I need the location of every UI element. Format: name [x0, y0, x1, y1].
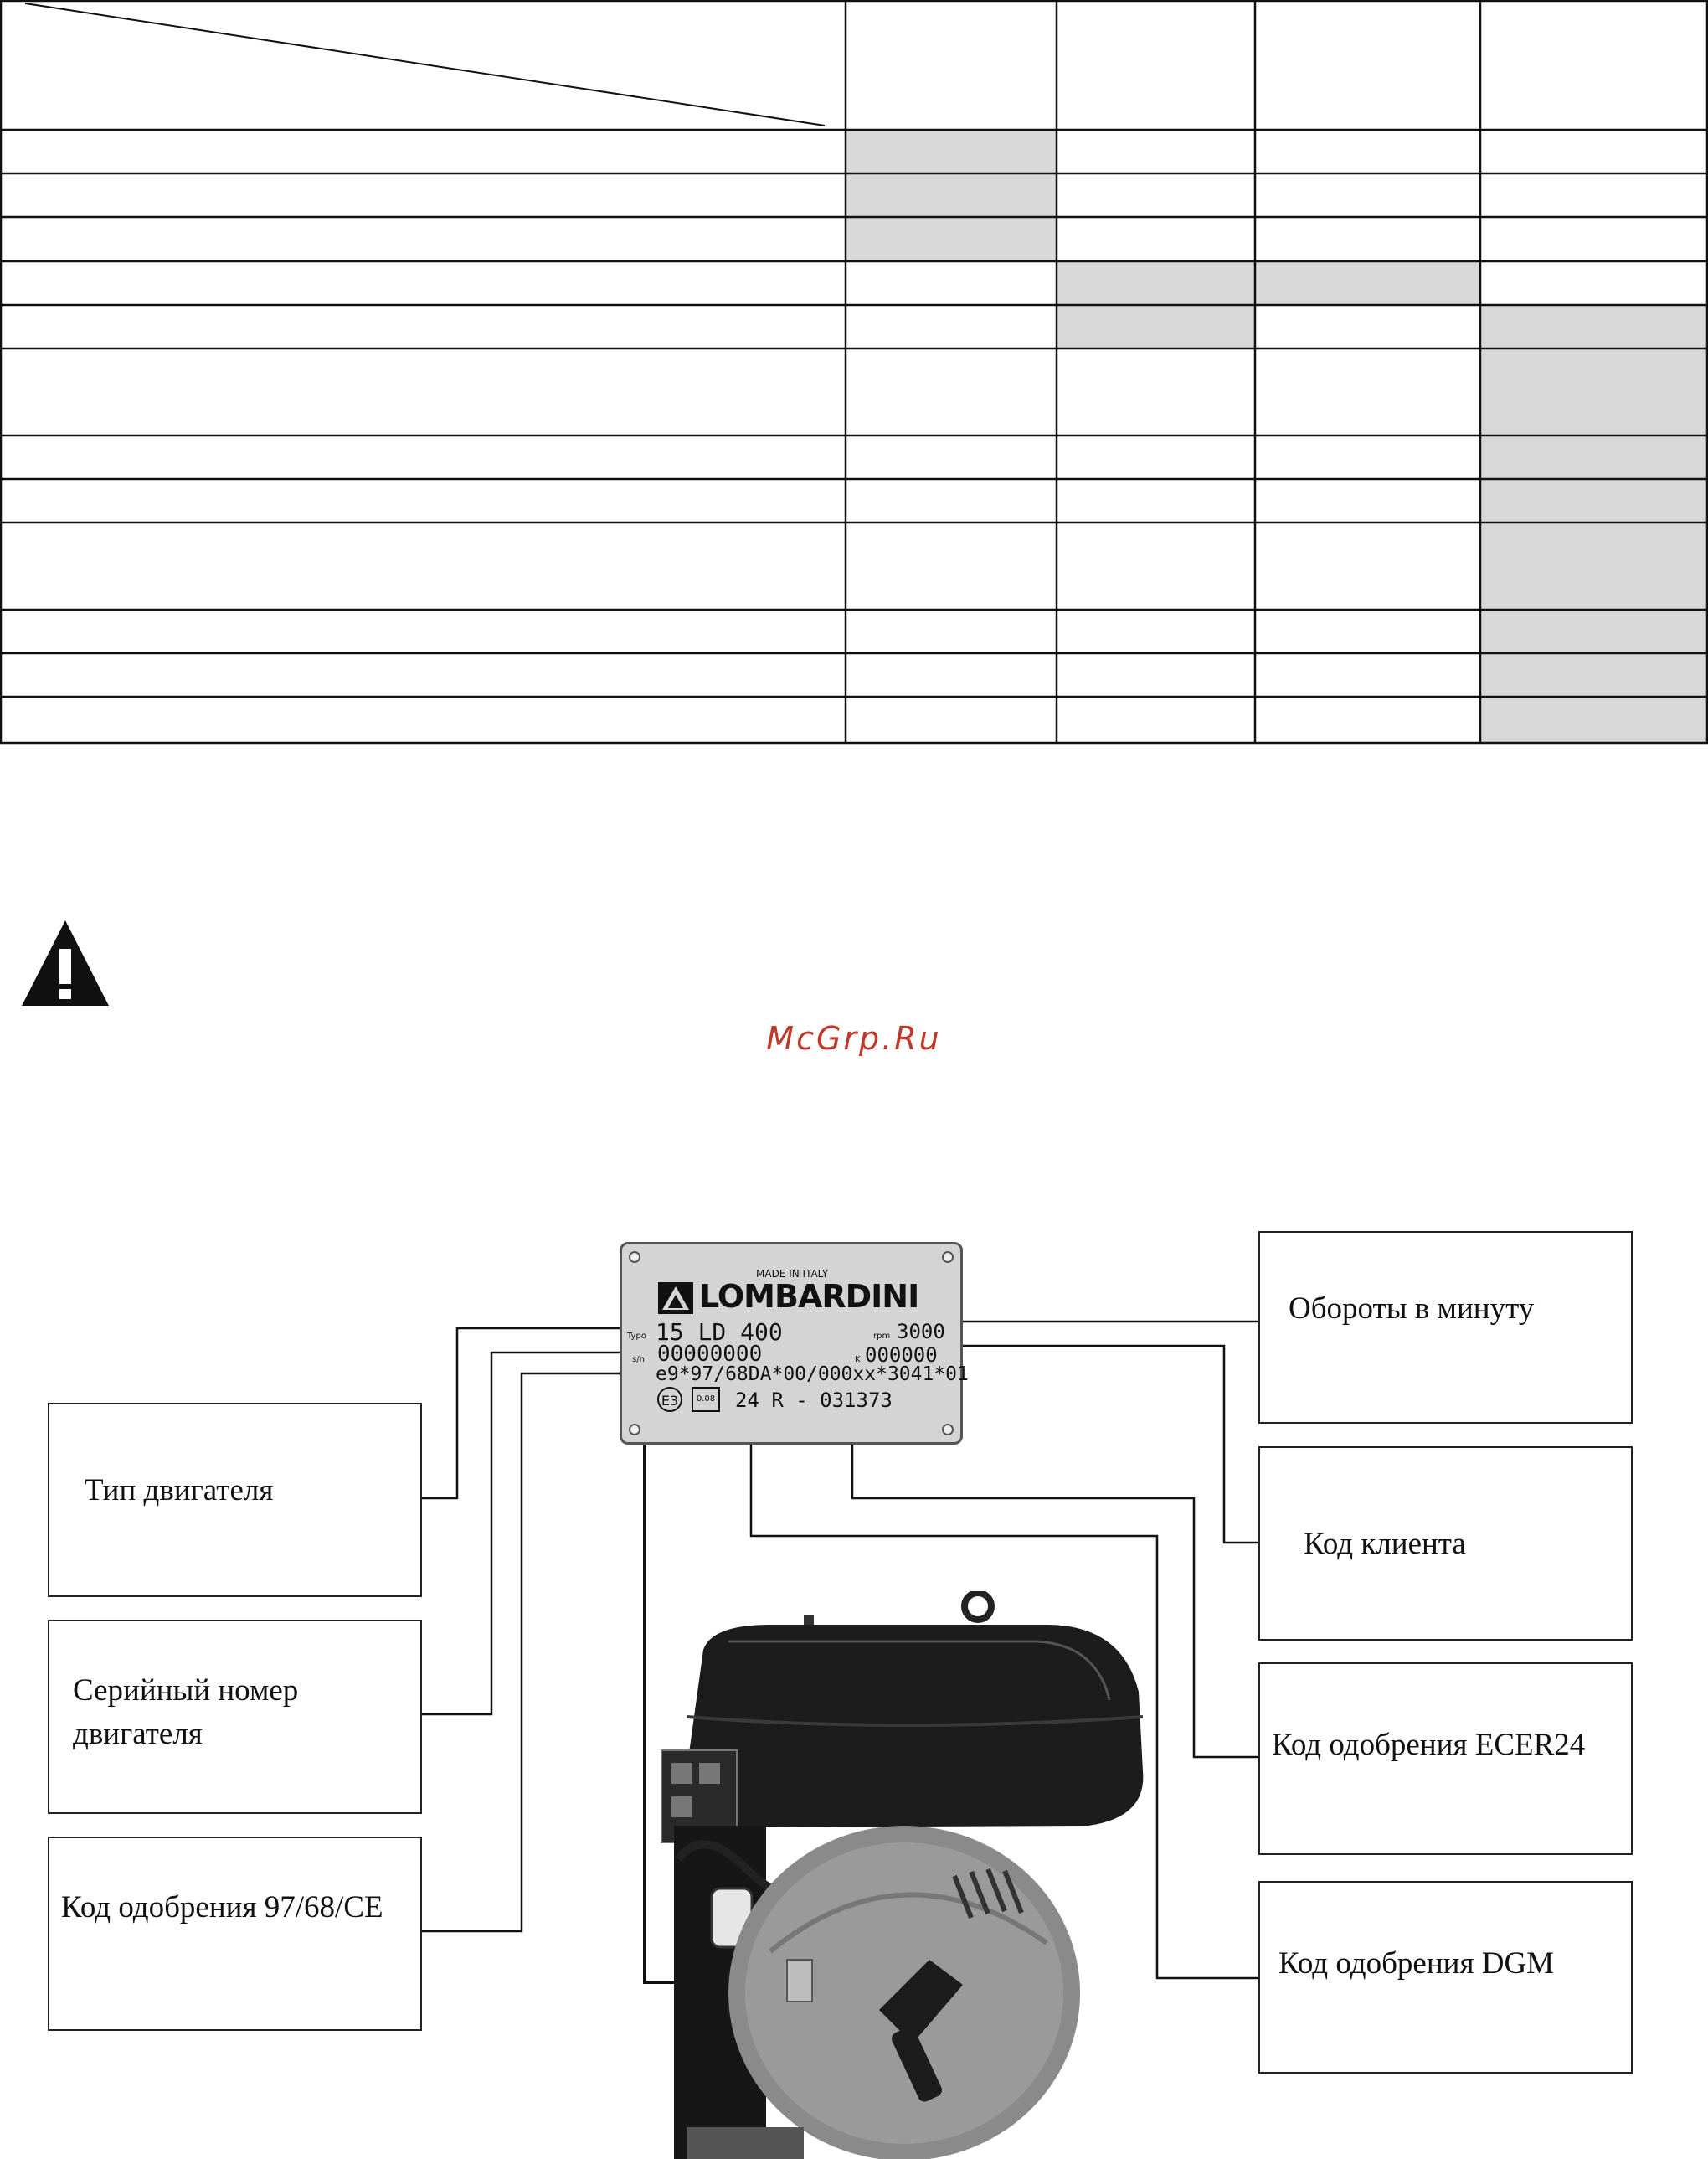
brand-name: LOMBARDINI	[699, 1278, 919, 1315]
small-box: 0.08	[692, 1387, 720, 1412]
client-value: 000000	[865, 1343, 938, 1367]
watermark: McGrp.Ru	[766, 1020, 942, 1057]
label-ecer24: Код одобрения ECER24	[1258, 1662, 1633, 1855]
type-label: Typo	[627, 1332, 646, 1341]
screw-icon	[942, 1251, 954, 1263]
identification-plate	[620, 1242, 969, 1445]
screw-icon	[629, 1251, 640, 1263]
rpm-value: 3000	[897, 1320, 945, 1343]
label-dgm: Код одобрения DGM	[1258, 1881, 1633, 2074]
approval-line: e9*97/68DA*00/000xx*3041*01	[656, 1363, 969, 1385]
engine-image	[653, 1591, 1172, 2159]
ecer-line: 24 R - 031373	[735, 1389, 893, 1412]
label-client-code: Код клиента	[1258, 1446, 1633, 1641]
label-rpm: Обороты в минуту	[1258, 1231, 1633, 1424]
serial-label: s/n	[632, 1355, 645, 1364]
type-value: 15 LD 400	[656, 1318, 783, 1346]
client-label: K	[855, 1355, 861, 1364]
screw-icon	[942, 1424, 954, 1435]
label-approval-97-68: Код одобрения 97/68/CE	[48, 1837, 422, 2031]
serial-value: 00000000	[657, 1342, 763, 1367]
lombardini-logo-icon	[657, 1281, 694, 1315]
e-mark: E3	[657, 1387, 682, 1412]
made-in-label: MADE IN ITALY	[756, 1268, 829, 1280]
label-engine-type: Тип двигателя	[48, 1403, 422, 1597]
label-serial-number: Серийный номер двигателя	[48, 1620, 422, 1814]
screw-icon	[629, 1424, 640, 1435]
rpm-label: rpm	[873, 1332, 891, 1341]
